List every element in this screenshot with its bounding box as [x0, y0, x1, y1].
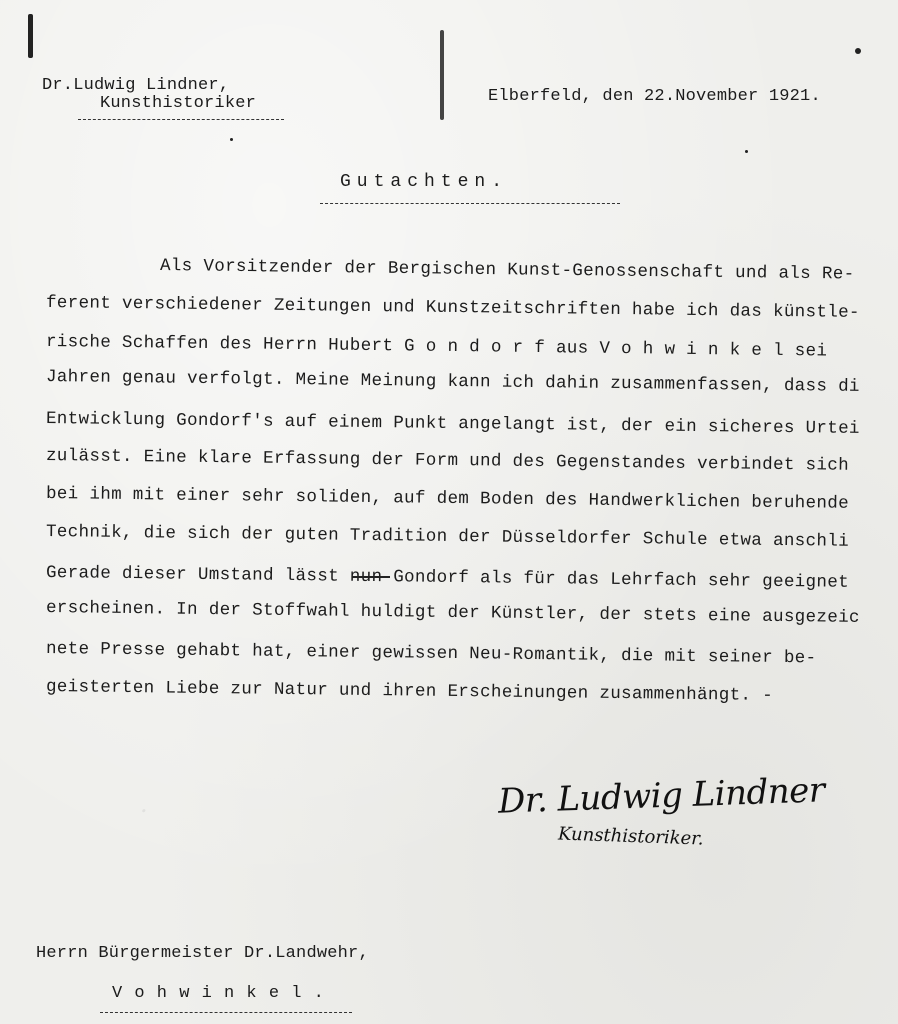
- signature: Dr. Ludwig Lindner: [497, 770, 826, 822]
- body-line: Gerade dieser Umstand lässt nun Gondorf als für das Lehrfach sehr geeignet: [45, 563, 850, 593]
- ink-speck: [28, 14, 33, 58]
- sender-profession: Kunsthistoriker: [100, 94, 257, 113]
- place-date: Elberfeld, den 22.November 1921.: [488, 87, 821, 106]
- sender-underline: [78, 119, 284, 120]
- body-line: geisterten Liebe zur Natur und ihren Erscheinungen zusammenhängt. -: [45, 677, 774, 706]
- title-underline: [320, 203, 620, 204]
- body-line: zulässt. Eine klare Erfassung der Form und des Gegenstandes verbindet sich: [45, 446, 850, 476]
- ink-speck: [440, 30, 444, 120]
- body-line: ferent verschiedener Zeitungen und Kunstzeitschriften habe ich das künstle-: [45, 293, 860, 323]
- ink-speck: [230, 138, 233, 141]
- body-line: Technik, die sich der guten Tradition der Düsseldorfer Schule etwa anschli: [45, 522, 850, 552]
- recipient-line1: Herrn Bürgermeister Dr.Landwehr,: [36, 944, 369, 963]
- document-title: Gutachten.: [340, 172, 509, 192]
- strikethrough-mark: [352, 576, 390, 578]
- sender-name: Dr.Ludwig Lindner,: [42, 76, 230, 95]
- body-line: erscheinen. In der Stoffwahl huldigt der Künstler, der stets eine ausgezeic: [45, 598, 860, 628]
- body-line: Entwicklung Gondorf's auf einem Punkt angelangt ist, der ein sicheres Urtei: [45, 409, 860, 439]
- body-line: nete Presse gehabt hat, einer gewissen Neu-Romantik, die mit seiner be-: [45, 639, 817, 669]
- recipient-underline: [100, 1012, 352, 1013]
- ink-speck: [855, 48, 861, 54]
- signature-title: Kunsthistoriker.: [557, 823, 704, 850]
- body-line: bei ihm mit einer sehr soliden, auf dem Boden des Handwerklichen beruhende: [45, 484, 850, 514]
- body-line: Als Vorsitzender der Bergischen Kunst-Genossenschaft und als Re-: [159, 256, 855, 285]
- show-through-text: .: [140, 790, 148, 818]
- recipient-line2: V o h w i n k e l .: [112, 984, 325, 1003]
- ink-speck: [745, 150, 748, 153]
- body-line: Jahren genau verfolgt. Meine Meinung kann ich dahin zusammenfassen, dass di: [45, 367, 860, 397]
- body-line: rische Schaffen des Herrn Hubert G o n d o r f aus V o h w i n k e l sei: [45, 332, 828, 362]
